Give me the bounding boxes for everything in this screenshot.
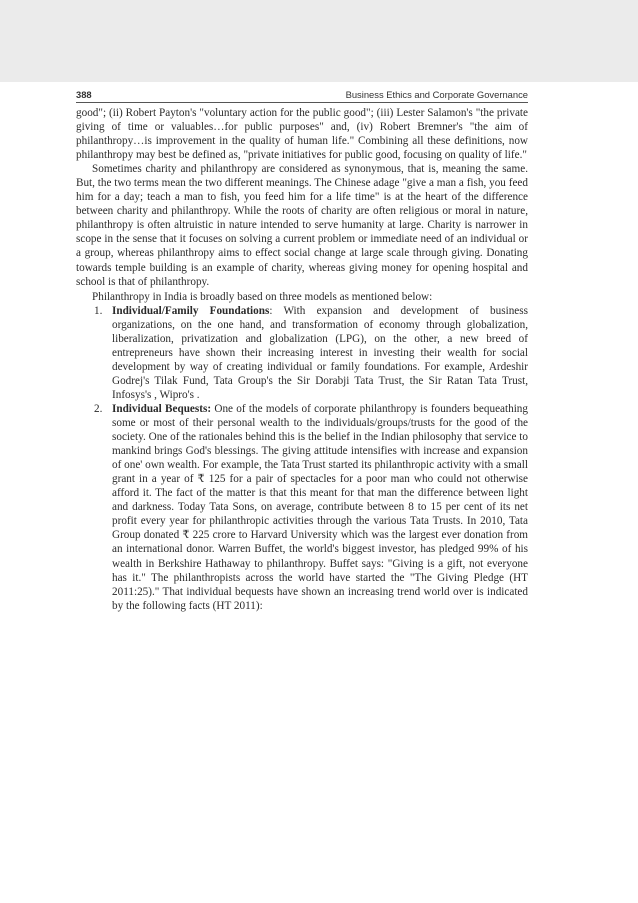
top-margin-band [0,0,638,82]
list-item-number: 1. [94,304,103,317]
list-item-number: 2. [94,402,103,415]
list-item [76,304,528,402]
paragraph-definitions: good"; (ii) Robert Payton's "voluntary action for the public good"; (iii) Lester Salamon's "the private giving of time or valuables…for public purposes" and, (iv) Robert Bremner's "the aim of philanthropy…is improvement in the quality of human life." Combining all these definitions, now philanthropy may best be defined as, "private initiatives for public good, focusing on quality of life." [76,107,528,162]
page-number: 388 [76,89,92,100]
book-page [76,82,528,613]
models-list [76,304,528,613]
list-item [76,402,528,613]
paragraph-models-intro: Philanthropy in India is broadly based on three models as mentioned below: [92,290,433,303]
paragraph-charity-vs-philanthropy: Sometimes charity and philanthropy are considered as synonymous, that is, meaning the same. But, the two terms mean the two different meanings. The Chinese adage "give a man a fish, you feed him for a day; teach a man to fish, you feed him for a life time" is at the heart of the difference between charity and philanthropy. While the roots of charity are often religious or moral in nature, philanthropy is often altruistic in nature intended to serve humanity at large. Charity is narrower in scope in the sense that it focuses on solving a current problem or immediate need of an individual or a group, whereas philanthropy aims to effect social change at large scale through giving. Donating towards temple building is an example of charity, whereas giving money for opening hospital and school is that of philanthropy. [76,163,528,288]
list-item-text: One of the models of corporate philanthropy is founders bequeathing some or most of their personal wealth to the individuals/groups/trusts for the good of the society. One of the rationales behind this is the belief in the Indian philosophy that service to mankind brings God's blessings. The giving attitude intensifies with increase and expansion of one' own wealth. For example, the Tata Trust started its philanthropic activity with a small grant in a year of ₹ 125 for a pair of spectacles for a poor man who could not otherwise afford it. The fact of the matter is that this meant for that man the difference between light and darkness. Today Tata Sons, on average, contribute between 8 to 15 per cent of its net profit every year for philanthropic activities through the various Tata Trusts. In 2010, Tata Group donated ₹ 225 crore to Harvard University which was the largest ever donation from an international donor. Warren Buffet, the world's biggest investor, has pledged 99% of his wealth in Berkshire Hathaway to philanthropy. Buffet says: "Giving is a gift, not everyone has it." The philanthropists across the world have started the "The Giving Pledge (HT 2011:25)." That individual bequests have shown an increasing trend world over is indicated by the following facts (HT 2011): [112,402,528,612]
list-item-text: : With expansion and development of business organizations, on the one hand, and transformation of economy through globalization, liberalization, privatization and globalization (LPG), on the other, a new breed of entrepreneurs have shown their increasing interest in investing their wealth for social development by way of creating individual or family foundations. For example, Ardeshir Godrej's Tilak Fund, Tata Group's the Sir Dorabji Tata Trust, the Sir Ratan Tata Trust, Infosys's , Wipro's . [112,304,528,401]
list-item-term: Individual Bequests: [112,402,212,415]
page-header [76,82,528,103]
running-title: Business Ethics and Corporate Governance [345,89,528,100]
list-item-term: Individual/Family Foundations [112,304,270,317]
page-body [76,106,528,613]
